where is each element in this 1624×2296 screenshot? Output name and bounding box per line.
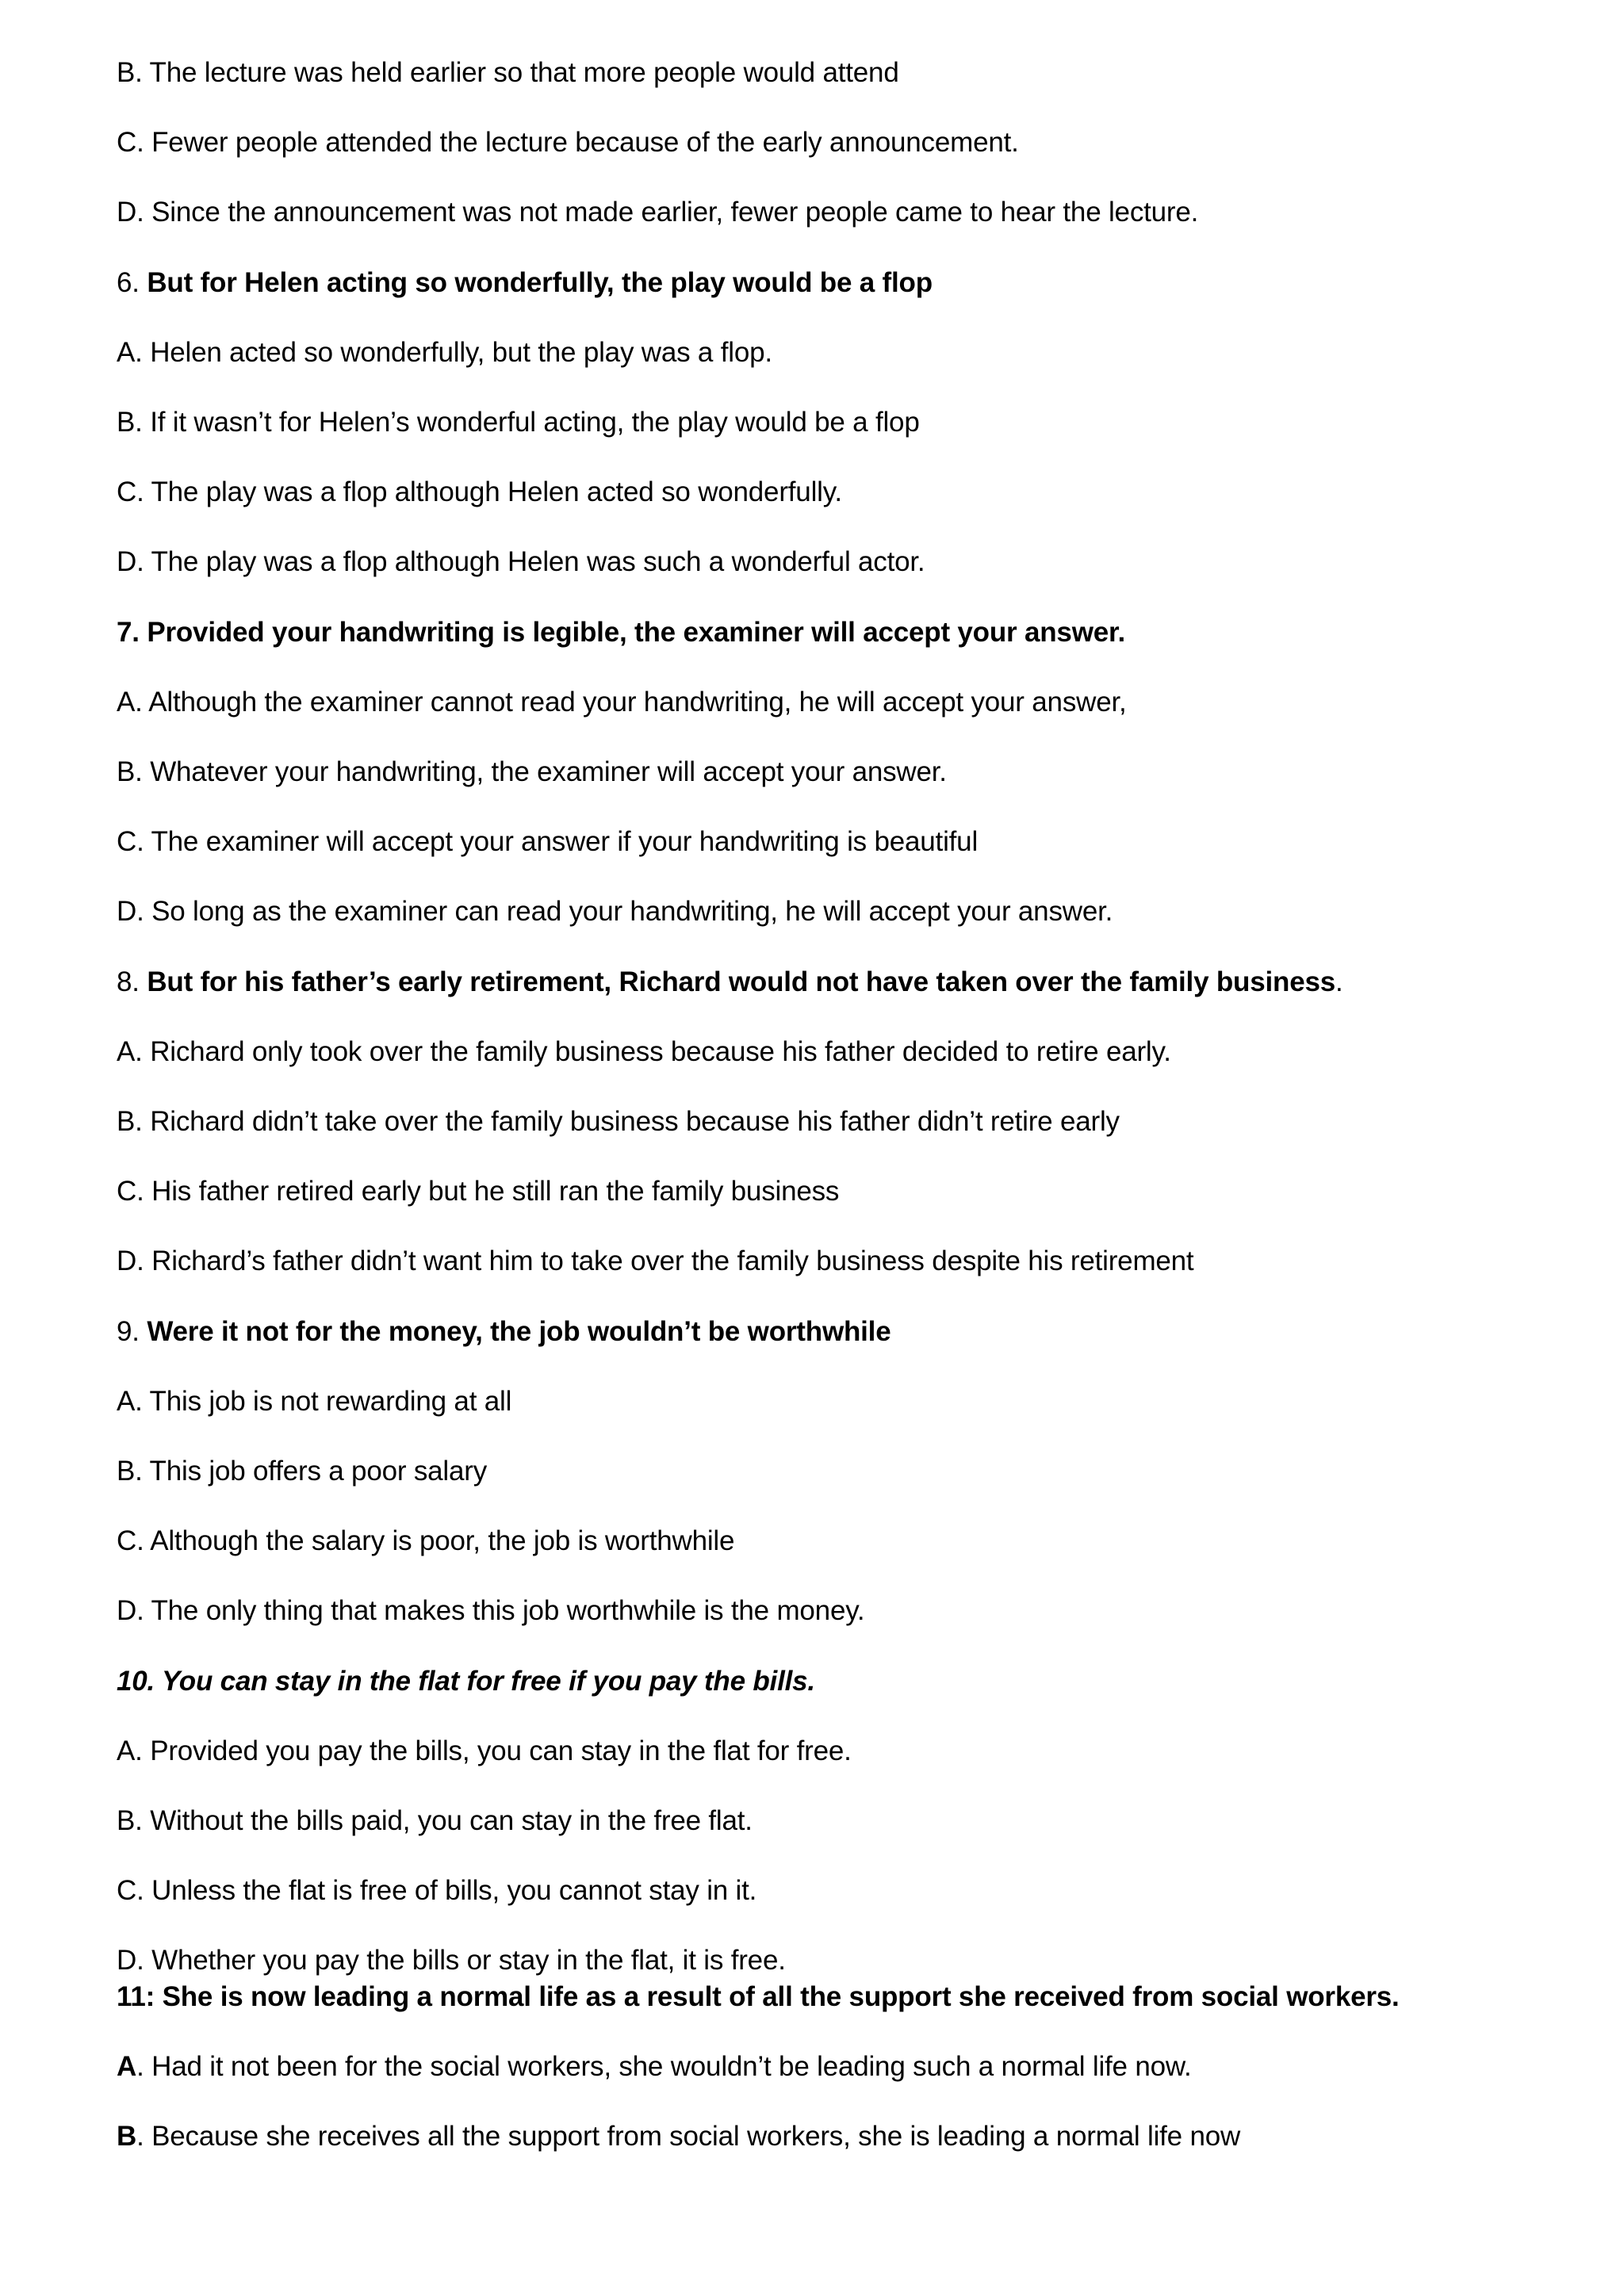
q7-option-b: B. Whatever your handwriting, the examiner will accept your answer. bbox=[117, 756, 947, 787]
q10-option-b: B. Without the bills paid, you can stay in the free flat. bbox=[117, 1805, 753, 1836]
q7-option-d: D. So long as the examiner can read your handwriting, he will accept your answer. bbox=[117, 896, 1113, 927]
q11-option-a bbox=[117, 2049, 1192, 2084]
q7-question: 7. Provided your handwriting is legible, the examiner will accept your answer. bbox=[117, 617, 1126, 648]
q8-question-text: But for his father’s early retirement, Richard would not have taken over the family business bbox=[147, 966, 1335, 997]
q10-option-a: A. Provided you pay the bills, you can stay in the flat for free. bbox=[117, 1735, 852, 1766]
q8-option-d: D. Richard’s father didn’t want him to take over the family business despite his retirement bbox=[117, 1246, 1194, 1276]
q6-question bbox=[117, 266, 933, 300]
q8-number: 8. bbox=[117, 966, 147, 997]
q8-option-b: B. Richard didn’t take over the family business because his father didn’t retire early bbox=[117, 1106, 1120, 1137]
q6-option-b: B. If it wasn’t for Helen’s wonderful acting, the play would be a flop bbox=[117, 407, 920, 438]
q11-option-a-text: . Had it not been for the social workers, she wouldn’t be leading such a normal life now. bbox=[136, 2051, 1192, 2082]
q5-option-c: C. Fewer people attended the lecture because of the early announcement. bbox=[117, 127, 1019, 158]
q9-question-text: Were it not for the money, the job wouldn’t be worthwhile bbox=[147, 1316, 891, 1347]
q9-option-b: B. This job offers a poor salary bbox=[117, 1456, 487, 1487]
q11-option-b bbox=[117, 2119, 1240, 2154]
q11-option-b-text: . Because she receives all the support from social workers, she is leading a normal life now bbox=[136, 2121, 1241, 2152]
q5-option-d: D. Since the announcement was not made earlier, fewer people came to hear the lecture. bbox=[117, 197, 1199, 228]
q9-option-c: C. Although the salary is poor, the job is worthwhile bbox=[117, 1525, 735, 1556]
q8-option-c: C. His father retired early but he still ran the family business bbox=[117, 1176, 840, 1207]
q11-question: 11: She is now leading a normal life as a result of all the support she received from social workers. bbox=[117, 1981, 1400, 2012]
q10-question: 10. You can stay in the flat for free if you pay the bills. bbox=[117, 1666, 815, 1697]
q9-number: 9. bbox=[117, 1316, 147, 1347]
q11-option-b-letter: B bbox=[117, 2121, 137, 2152]
q9-option-a: A. This job is not rewarding at all bbox=[117, 1386, 512, 1417]
q6-number: 6. bbox=[117, 267, 147, 298]
q10-option-c: C. Unless the flat is free of bills, you cannot stay in it. bbox=[117, 1875, 757, 1906]
q5-option-b: B. The lecture was held earlier so that more people would attend bbox=[117, 57, 899, 88]
q8-option-a: A. Richard only took over the family business because his father decided to retire early. bbox=[117, 1036, 1171, 1067]
q7-option-c: C. The examiner will accept your answer if your handwriting is beautiful bbox=[117, 826, 979, 857]
q11-option-a-letter: A bbox=[117, 2051, 137, 2082]
q9-option-d: D. The only thing that makes this job worthwhile is the money. bbox=[117, 1595, 865, 1626]
q6-option-d: D. The play was a flop although Helen was such a wonderful actor. bbox=[117, 546, 925, 577]
q8-period: . bbox=[1335, 966, 1343, 997]
q7-option-a: A. Although the examiner cannot read your handwriting, he will accept your answer, bbox=[117, 687, 1127, 718]
q8-question bbox=[117, 965, 1343, 1000]
q6-option-c: C. The play was a flop although Helen acted so wonderfully. bbox=[117, 476, 842, 507]
q6-question-text: But for Helen acting so wonderfully, the play would be a flop bbox=[147, 267, 933, 298]
q6-option-a: A. Helen acted so wonderfully, but the play was a flop. bbox=[117, 337, 772, 368]
q9-question bbox=[117, 1314, 891, 1349]
q10-option-d: D. Whether you pay the bills or stay in the flat, it is free. bbox=[117, 1945, 786, 1976]
